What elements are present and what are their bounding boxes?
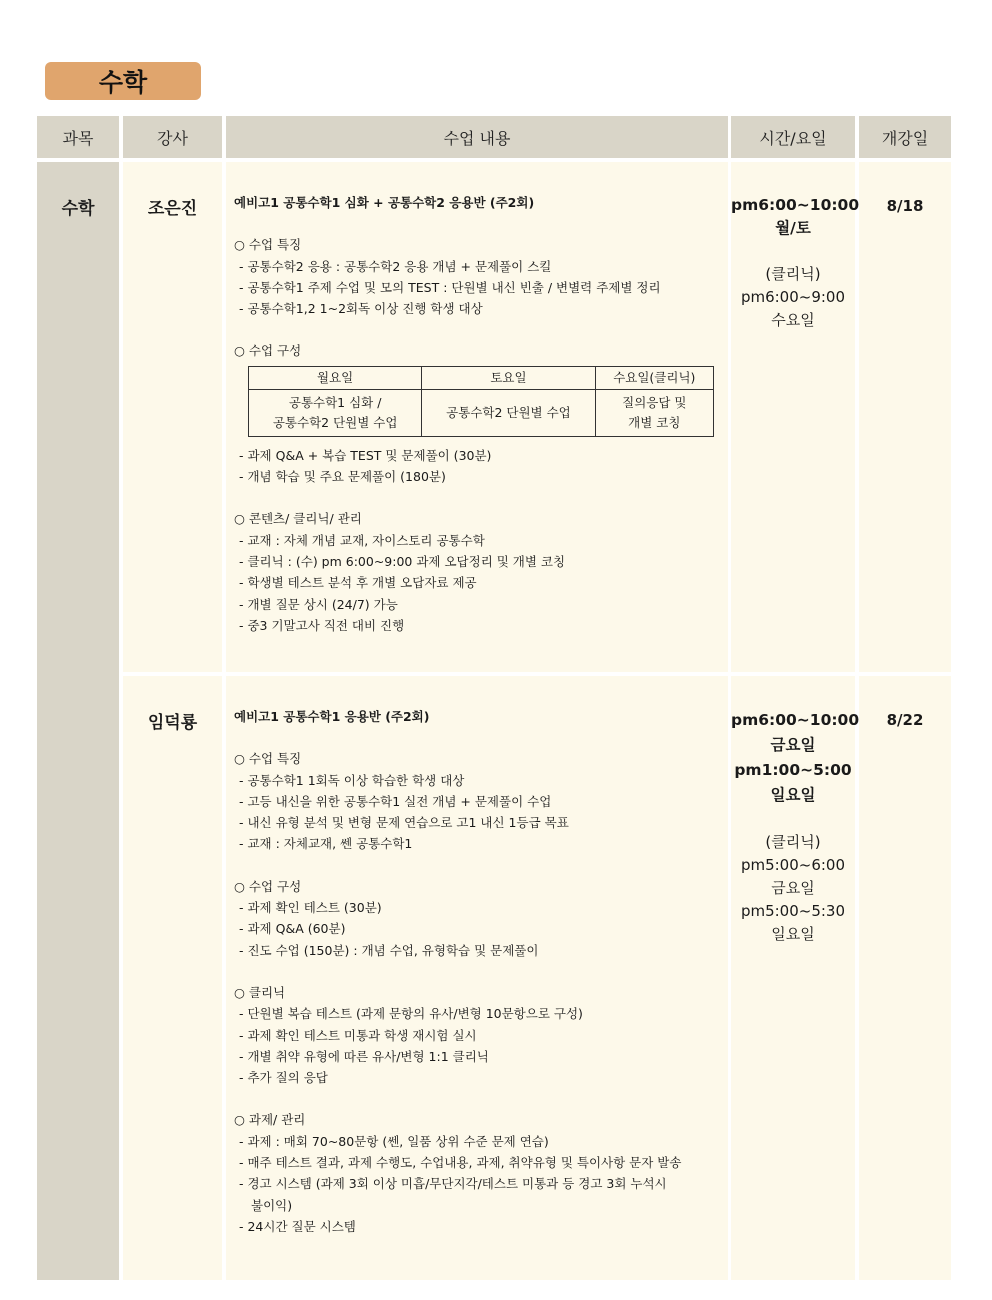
time-line: 월/토 [775, 219, 811, 237]
contents-item: - 중3 기말고사 직전 대비 진행 [239, 617, 405, 633]
course-content-2 [226, 706, 728, 1237]
start-cell-2 [859, 676, 951, 1280]
structure-heading-1: ○ 수업 구성 [234, 343, 302, 359]
header-teacher: 강사 [123, 116, 222, 158]
teacher-name-1: 조은진 [147, 199, 198, 219]
time-cell-1 [731, 162, 860, 672]
time-line: pm6:00~10:00 [731, 196, 860, 214]
structure-item: - 과제 Q&A + 복습 TEST 및 문제풀이 (30분) [239, 447, 492, 463]
time-line: pm6:00~9:00 [740, 288, 846, 306]
schedule-header-mon: 월요일 [249, 366, 422, 389]
contents-item: - 교재 : 자체 개념 교재, 자이스토리 공통수학 [239, 532, 485, 548]
time-cell-2 [731, 676, 860, 1280]
structure-item: - 과제 Q&A (60분) [239, 921, 346, 937]
manage-item: - 24시간 질문 시스템 [239, 1218, 356, 1234]
contents-heading-1: ○ 콘텐츠/ 클리닉/ 관리 [234, 511, 362, 527]
clinic-item: - 개별 취약 유형에 따른 유사/변형 1:1 클리닉 [239, 1048, 489, 1064]
feature-item: - 교재 : 자체교재, 쎈 공통수학1 [239, 836, 413, 852]
clinic-item: - 추가 질의 응답 [239, 1070, 328, 1086]
schedule-cell-mon: 공통수학1 심화 / 공통수학2 단원별 수업 [249, 389, 422, 436]
clinic-item: - 단원별 복습 테스트 (과제 문항의 유사/변형 10문항으로 구성) [239, 1006, 583, 1022]
time-line: 금요일 [771, 879, 815, 897]
header-subject: 과목 [37, 116, 119, 158]
feature-item: - 공통수학1,2 1~2회독 이상 진행 학생 대상 [239, 301, 483, 317]
schedule-table [248, 366, 714, 437]
schedule-cell-wed: 질의응답 및 개별 코칭 [595, 389, 713, 436]
structure-item: - 과제 확인 테스트 (30분) [239, 900, 382, 916]
contents-item: - 개별 질문 상시 (24/7) 가능 [239, 596, 398, 612]
schedule-cell-sat: 공통수학2 단원별 수업 [422, 389, 595, 436]
start-date-2: 8/22 [886, 711, 924, 729]
schedule-header-wed: 수요일(클리닉) [595, 366, 713, 389]
time-line: pm5:00~5:30 [740, 902, 846, 920]
subject-tag: 수학 [45, 62, 201, 100]
feature-item: - 공통수학2 응용 : 공통수학2 응용 개념 + 문제풀이 스킬 [239, 258, 552, 274]
structure-item: - 진도 수업 (150분) : 개념 수업, 유형학습 및 문제풀이 [239, 942, 539, 958]
teacher-name-2: 임덕룡 [147, 713, 198, 733]
structure-heading-2: ○ 수업 구성 [234, 878, 302, 894]
manage-heading-2: ○ 과제/ 관리 [234, 1112, 306, 1128]
manage-item: 불이익) [251, 1197, 293, 1213]
manage-item: - 경고 시스템 (과제 3회 이상 미흡/무단지각/테스트 미통과 등 경고 3회 누석시 [239, 1176, 667, 1192]
header-start: 개강일 [859, 116, 951, 158]
clinic-item: - 과제 확인 테스트 미통과 학생 재시험 실시 [239, 1027, 477, 1043]
start-cell-1 [859, 162, 951, 672]
time-line: 수요일 [771, 311, 815, 329]
feature-item: - 공통수학1 주제 수업 및 모의 TEST : 단원별 내신 빈출 / 변별력 주제별 정리 [239, 279, 661, 295]
manage-item: - 과제 : 매회 70~80문항 (쎈, 일품 상위 수준 문제 연습) [239, 1133, 549, 1149]
time-line: (클리닉) [765, 265, 821, 283]
subject-name: 수학 [61, 199, 95, 219]
time-line: 일요일 [771, 925, 815, 943]
feature-item: - 고등 내신을 위한 공통수학1 실전 개념 + 문제풀이 수업 [239, 793, 552, 809]
subject-cell [37, 162, 119, 1280]
header-time: 시간/요일 [731, 116, 855, 158]
features-heading-2: ○ 수업 특징 [234, 751, 302, 767]
content-cell-1 [226, 162, 728, 672]
teacher-cell-1 [123, 162, 222, 672]
content-cell-2 [226, 676, 728, 1280]
course-content-1 [226, 192, 728, 636]
header-content: 수업 내용 [226, 116, 728, 158]
time-line: (클리닉) [765, 833, 821, 851]
time-line: 금요일 [770, 736, 816, 754]
feature-item: - 내신 유형 분석 및 변형 문제 연습으로 고1 내신 1등급 목표 [239, 815, 569, 831]
time-line: pm6:00~10:00 [731, 711, 860, 729]
contents-item: - 학생별 테스트 분석 후 개별 오답자료 제공 [239, 575, 477, 591]
time-line: 일요일 [770, 786, 816, 804]
features-heading-1: ○ 수업 특징 [234, 237, 302, 253]
manage-item: - 매주 테스트 결과, 과제 수행도, 수업내용, 과제, 취약유형 및 특이사항 문자 발송 [239, 1155, 682, 1171]
teacher-cell-2 [123, 676, 222, 1280]
feature-item: - 공통수학1 1회독 이상 학습한 학생 대상 [239, 772, 465, 788]
time-line: pm1:00~5:00 [734, 761, 852, 779]
structure-item: - 개념 학습 및 주요 문제풀이 (180분) [239, 469, 446, 485]
contents-item: - 클리닉 : (수) pm 6:00~9:00 과제 오답정리 및 개별 코칭 [239, 553, 566, 569]
course-title-1: 예비고1 공통수학1 심화 + 공통수학2 응용반 (주2회) [234, 195, 535, 210]
clinic-heading-2: ○ 클리닉 [234, 984, 286, 1000]
course-title-2: 예비고1 공통수학1 응용반 (주2회) [234, 709, 430, 724]
schedule-header-sat: 토요일 [422, 366, 595, 389]
time-line: pm5:00~6:00 [740, 856, 846, 874]
start-date-1: 8/18 [886, 197, 924, 215]
